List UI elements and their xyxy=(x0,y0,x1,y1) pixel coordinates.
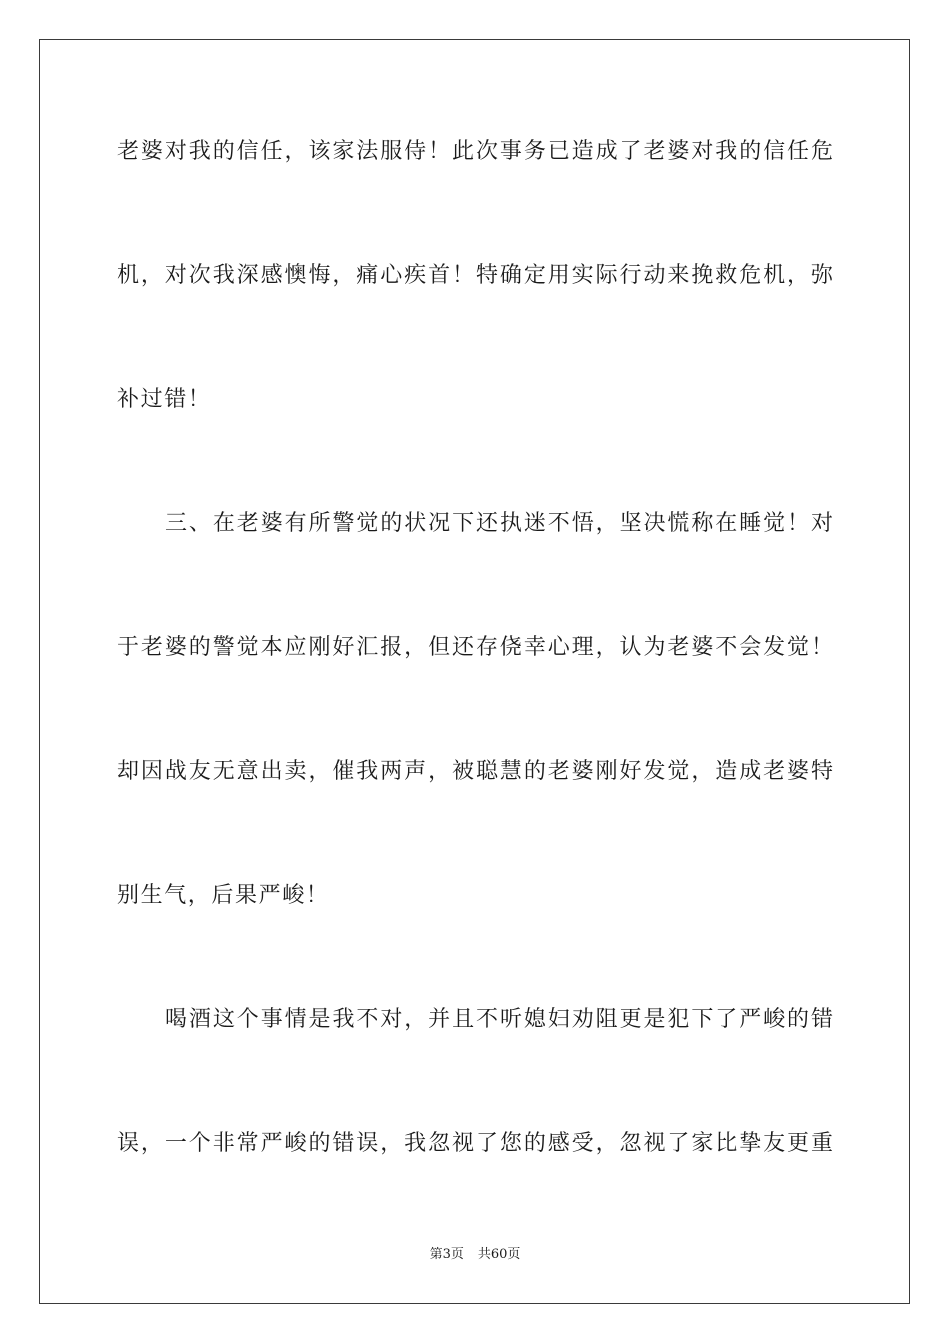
paragraph-line-2: 机，对次我深感懊悔，痛心疾首！特确定用实际行动来挽救危机，弥 xyxy=(117,263,833,288)
current-page-label: 第3页 xyxy=(429,1247,464,1262)
paragraph-line-4: 三、在老婆有所警觉的状况下还执迷不悟，坚决慌称在睡觉！对 xyxy=(165,511,833,536)
paragraph-line-8: 喝酒这个事情是我不对，并且不听媳妇劝阻更是犯下了严峻的错 xyxy=(165,1007,833,1032)
paragraph-line-7: 别生气，后果严峻！ xyxy=(117,883,330,908)
paragraph-line-3: 补过错！ xyxy=(117,387,212,412)
paragraph-line-9: 误，一个非常严峻的错误，我忽视了您的感受，忽视了家比挚友更重 xyxy=(117,1131,833,1156)
page-border xyxy=(39,39,910,1304)
paragraph-line-5: 于老婆的警觉本应刚好汇报，但还存侥幸心理，认为老婆不会发觉！ xyxy=(117,635,833,660)
paragraph-line-1: 老婆对我的信任，该家法服侍！此次事务已造成了老婆对我的信任危 xyxy=(117,139,833,164)
paragraph-line-6: 却因战友无意出卖，催我两声，被聪慧的老婆刚好发觉，造成老婆特 xyxy=(117,759,833,784)
page-footer xyxy=(0,1246,950,1264)
total-pages-label: 共60页 xyxy=(477,1247,521,1262)
